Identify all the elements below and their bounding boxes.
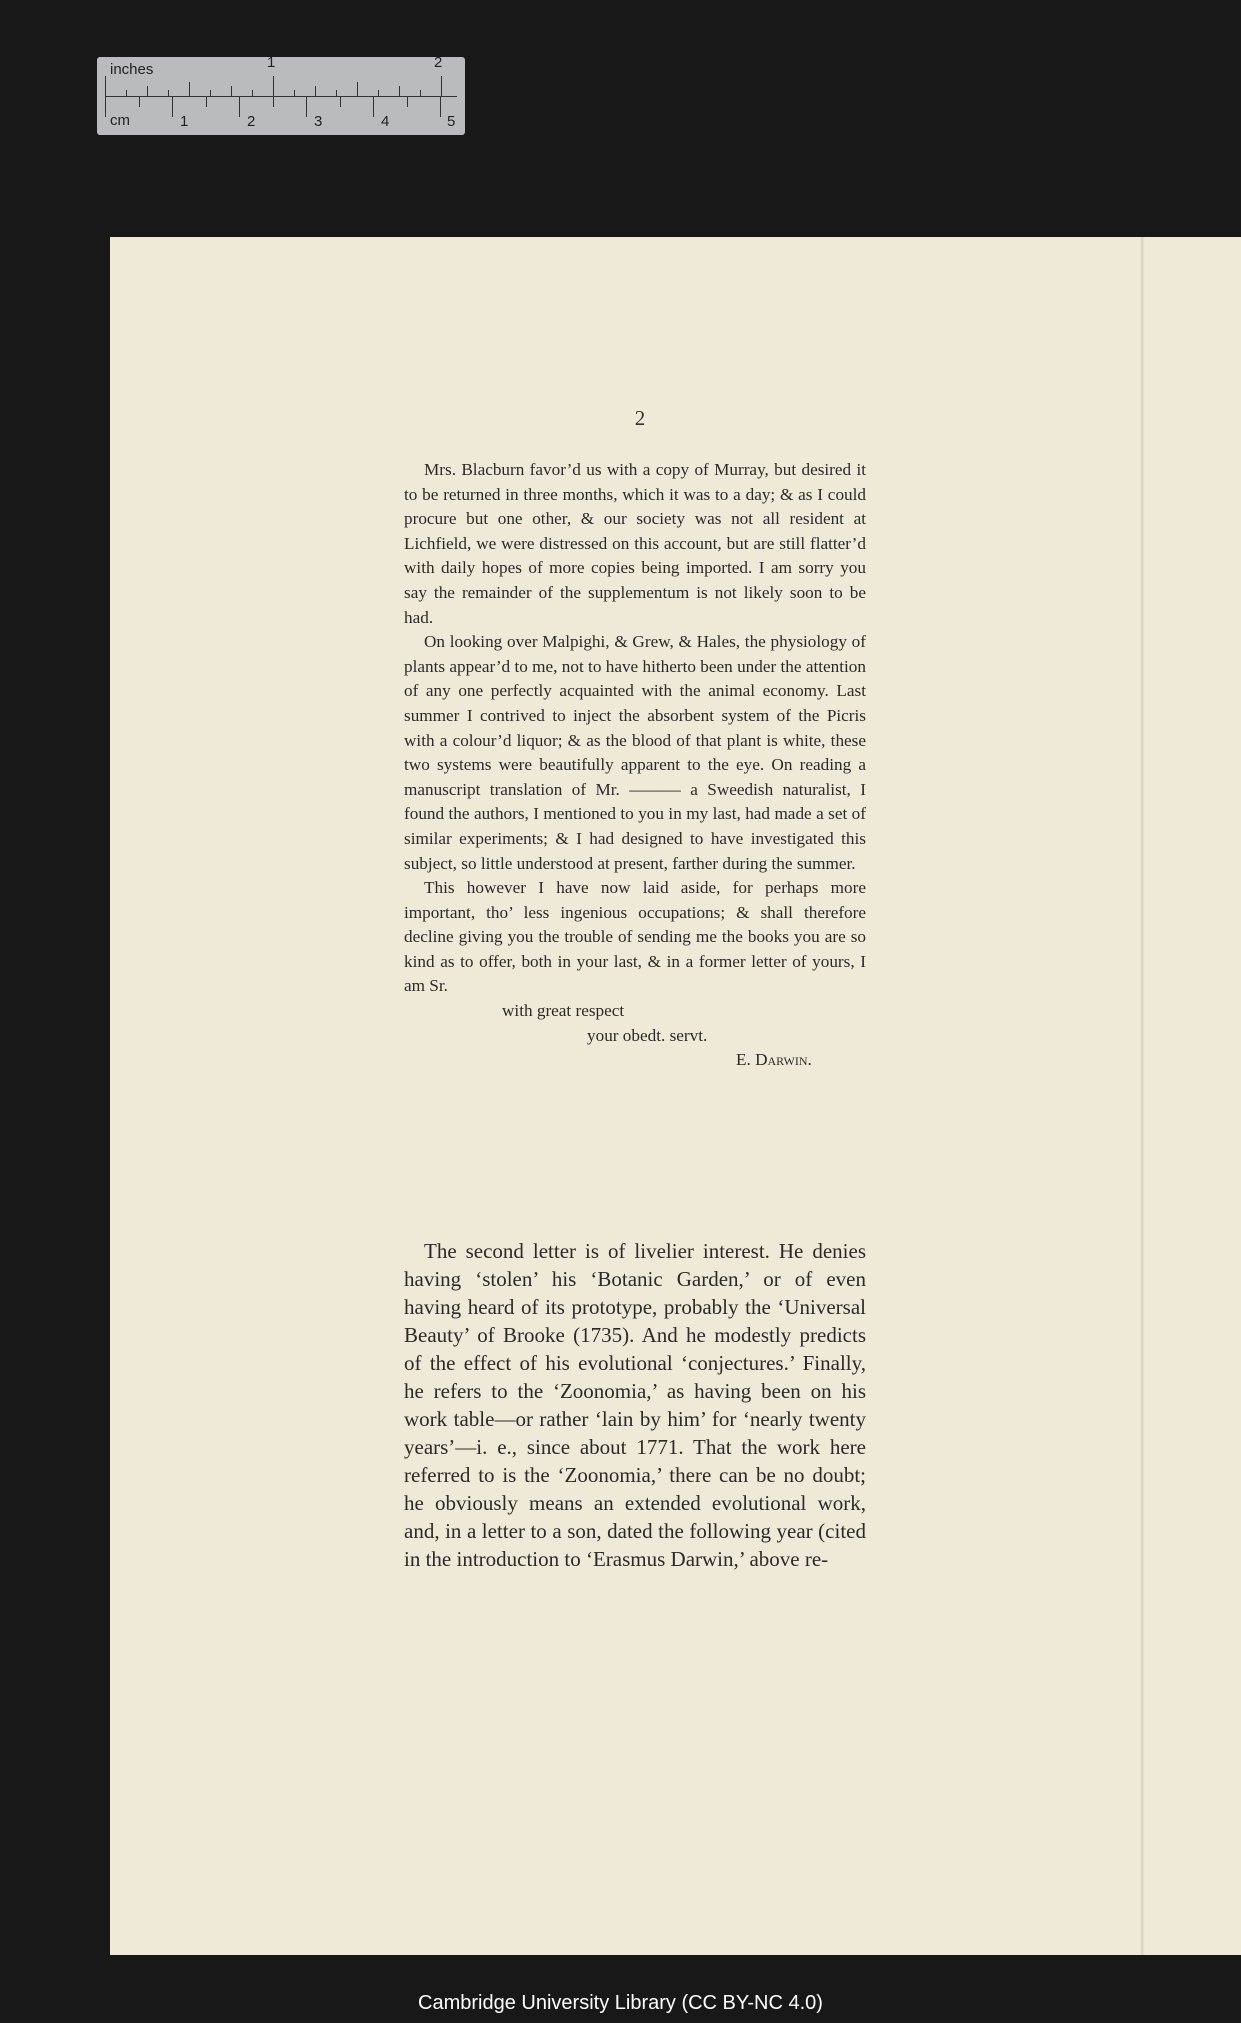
ruler-tick [440, 97, 441, 117]
ruler-tick [252, 90, 253, 96]
ruler-tick [315, 86, 316, 96]
closing-line: your obedt. servt. [587, 1025, 708, 1045]
scale-ruler [97, 54, 465, 135]
closing-line: with great respect [502, 1001, 625, 1021]
ruler-tick [273, 76, 274, 96]
ruler-tick [231, 86, 232, 96]
ruler-tick [378, 90, 379, 96]
letter-text [404, 458, 866, 1073]
ruler-tick [340, 97, 341, 107]
ruler-tick [206, 97, 207, 107]
letter-paragraph: On looking over Malpighi, & Grew, & Hales, the physiology of plants appear’d to me, not to have hitherto been under the attention of any one perfectly acquainted with the animal economy. Last summer I contrived to inject the absorbent system of the Picris with a colour’d liquor; & as the blood of that plant is white, these two systems were beautifully apparent to the eye. On reading a manuscript translation of Mr. ——— a Sweedish naturalist, I found the authors, I mentioned to you in my last, had made a set of similar experiments; & I had designed to have investigated this subject, so little understood at present, farther during the summer. [404, 632, 866, 873]
ruler-inch-mark: 1 [267, 54, 276, 71]
signature: E. Darwin. [736, 1050, 812, 1070]
ruler-cm-label: cm [110, 112, 130, 129]
ruler-tick [407, 97, 408, 107]
ruler-tick [105, 76, 106, 96]
ruler-tick [210, 90, 211, 96]
page-number: 2 [634, 406, 646, 430]
ruler-cm-mark: 1 [180, 113, 189, 130]
ruler-inch-mark: 2 [434, 54, 443, 71]
essay-paragraph: The second letter is of livelier interest. He denies having ‘stolen’ his ‘Botanic Garden,’ or of even having heard of its prototype, probably the ‘Universal Beauty’ of Brooke (1735). And he modestly predicts of the effect of his evolutional ‘conjectures.’ Finally, he refers to the ‘Zoonomia,’ as having been on his work table—or rather ‘lain by him’ for ‘nearly twenty years’—i. e., since about 1771. That the work here referred to is the ‘Zoonomia,’ there can be no doubt; he obviously means an extended evolutional work, and, in a letter to a son, dated the following year (cited in the introduction to ‘Erasmus Darwin,’ above re- [404, 1239, 866, 1571]
ruler-tick [139, 97, 140, 107]
letter-paragraph: Mrs. Blacburn favor’d us with a copy of Murray, but desired it to be returned in three months, which it was to a day; & as I could procure but one other, & our society was not all resident at Lichfield, we were distressed on this account, but are still flatter’d with daily hopes of more copies being imported. I am sorry you say the remainder of the supplementum is not likely soon to be had. [404, 460, 866, 627]
ruler-tick [294, 90, 295, 96]
ruler-tick [172, 97, 173, 117]
letter-closing [404, 999, 866, 1073]
ruler-cm-mark: 3 [314, 113, 323, 130]
page-fold [1141, 237, 1145, 1955]
ruler-inches-label: inches [110, 61, 154, 78]
ruler-tick [357, 82, 358, 96]
ruler-tick [420, 90, 421, 96]
ruler-tick [168, 90, 169, 96]
credit-footer: Cambridge University Library (CC BY-NC 4.0) [418, 1992, 823, 2014]
ruler-tick [105, 97, 106, 117]
ruler-tick [336, 90, 337, 96]
letter-paragraph: This however I have now laid aside, for perhaps more important, tho’ less ingenious occupations; & shall therefore decline giving you the trouble of sending me the books you are so kind as to offer, both in your last, & in a former letter of yours, I am Sr. [404, 878, 866, 996]
ruler-cm-mark: 4 [381, 113, 390, 130]
ruler-tick [273, 97, 274, 107]
ruler-tick [239, 97, 240, 117]
ruler-tick [306, 97, 307, 117]
essay-text [404, 1237, 866, 1573]
ruler-midline [105, 96, 457, 97]
ruler-tick [373, 97, 374, 117]
ruler-cm-mark: 5 [447, 113, 456, 130]
ruler-cm-mark: 2 [247, 113, 256, 130]
ruler-tick [126, 90, 127, 96]
ruler-tick [147, 86, 148, 96]
ruler-tick [441, 76, 442, 96]
ruler-tick [399, 86, 400, 96]
ruler-tick [189, 82, 190, 96]
